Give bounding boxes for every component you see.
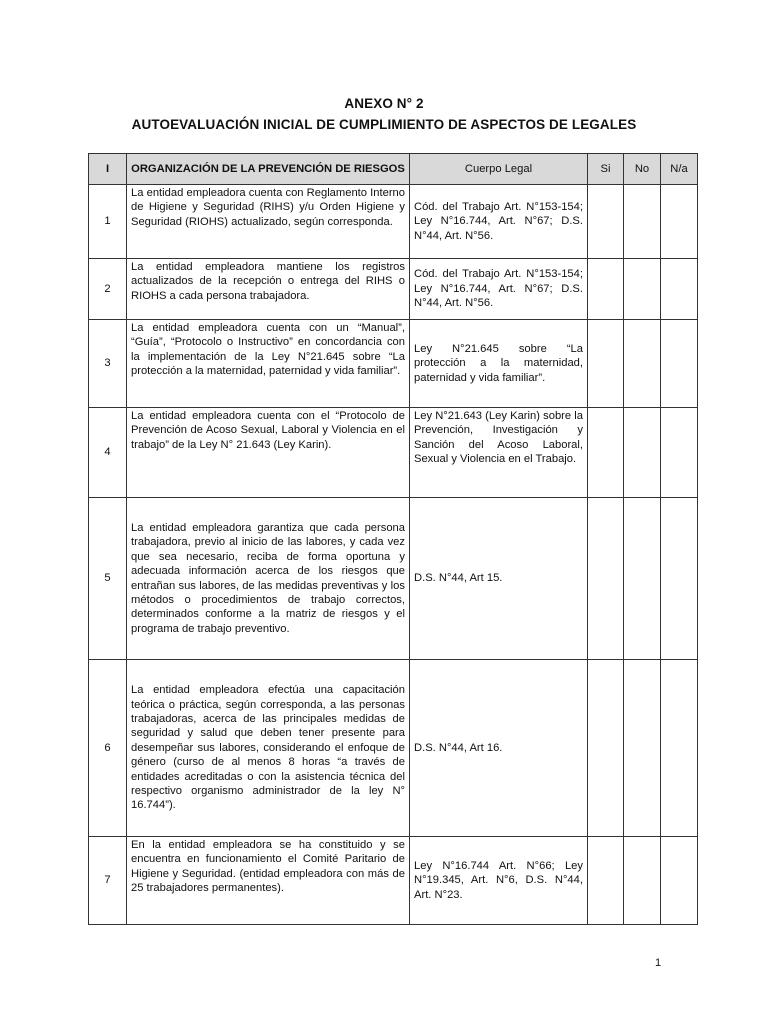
table-row: [89, 185, 698, 259]
row-legal-basis: Ley N°16.744 Art. N°66; Ley N°19.345, Art. N°6, D.S. N°44, Art. N°23.: [410, 837, 588, 925]
checkbox-na[interactable]: [661, 408, 698, 498]
checkbox-yes[interactable]: [588, 320, 624, 408]
checkbox-na[interactable]: [661, 259, 698, 320]
column-header-yes: Si: [588, 154, 624, 185]
table-row: [89, 837, 698, 925]
checkbox-yes[interactable]: [588, 498, 624, 660]
row-legal-basis: Cód. del Trabajo Art. N°153-154; Ley N°16.744, Art. N°67; D.S. N°44, Art. N°56.: [410, 259, 588, 320]
row-legal-basis: Ley N°21.643 (Ley Karin) sobre la Prevención, Investigación y Sanción del Acoso Laboral, Sexual y Violencia en el Trabajo.: [410, 408, 588, 498]
checkbox-no[interactable]: [624, 185, 661, 259]
row-requirement: La entidad empleadora garantiza que cada persona trabajadora, previo al inicio de las labores, y cada vez que sea necesario, reciba de forma oportuna y adecuada información acerca de los riesgos que entrañan sus labores, de las medidas preventivas y los métodos o procedimientos de trabajo correctos, determinados conforme a la matriz de riesgos y el programa de trabajo preventivo.: [127, 498, 410, 660]
checkbox-no[interactable]: [624, 408, 661, 498]
checkbox-yes[interactable]: [588, 259, 624, 320]
table-row: [89, 498, 698, 660]
row-requirement: La entidad empleadora cuenta con el “Protocolo de Prevención de Acoso Sexual, Laboral y Violencia en el trabajo” de la Ley N° 21.643 (Ley Karin).: [127, 408, 410, 498]
row-legal-basis: Cód. del Trabajo Art. N°153-154; Ley N°16.744, Art. N°67; D.S. N°44, Art. N°56.: [410, 185, 588, 259]
checkbox-no[interactable]: [624, 320, 661, 408]
row-requirement: La entidad empleadora mantiene los registros actualizados de la recepción o entrega del RIHS o RIOHS a cada persona trabajadora.: [127, 259, 410, 320]
table-header-row: [89, 154, 698, 185]
row-legal-basis: Ley N°21.645 sobre “La protección a la maternidad, paternidad y vida familiar”.: [410, 320, 588, 408]
checkbox-no[interactable]: [624, 259, 661, 320]
checkbox-na[interactable]: [661, 498, 698, 660]
row-number: 6: [89, 660, 127, 837]
row-number: 5: [89, 498, 127, 660]
table-row: [89, 320, 698, 408]
checkbox-na[interactable]: [661, 185, 698, 259]
checkbox-yes[interactable]: [588, 660, 624, 837]
legal-compliance-table: [88, 153, 698, 925]
row-requirement: La entidad empleadora efectúa una capacitación teórica o práctica, según corresponda, a las personas trabajadoras, acerca de las principales medidas de seguridad y salud que deben tener presente para desempeñar sus labores, considerando el enfoque de género (curso de al menos 8 horas “a través de entidades acreditadas o con la asistencia técnica del respectivo organismo administrador de la ley N° 16.744”).: [127, 660, 410, 837]
annex-title: ANEXO N° 2: [344, 96, 424, 111]
checkbox-yes[interactable]: [588, 837, 624, 925]
row-number: 2: [89, 259, 127, 320]
checkbox-yes[interactable]: [588, 408, 624, 498]
row-number: 7: [89, 837, 127, 925]
document-title: AUTOEVALUACIÓN INICIAL DE CUMPLIMIENTO DE ASPECTOS DE LEGALES: [131, 117, 637, 132]
row-number: 1: [89, 185, 127, 259]
page-number: 1: [654, 957, 662, 969]
column-header-legal: Cuerpo Legal: [410, 154, 588, 185]
column-header-index: I: [89, 154, 127, 185]
row-requirement: La entidad empleadora cuenta con un “Manual”, “Guía”, “Protocolo o Instructivo” en concordancia con la implementación de la Ley N°21.645 sobre “La protección a la maternidad, paternidad y vida familiar”.: [127, 320, 410, 408]
row-number: 4: [89, 408, 127, 498]
checkbox-no[interactable]: [624, 837, 661, 925]
table-row: [89, 660, 698, 837]
checkbox-na[interactable]: [661, 660, 698, 837]
table-row: [89, 259, 698, 320]
row-requirement: En la entidad empleadora se ha constituido y se encuentra en funcionamiento el Comité Paritario de Higiene y Seguridad. (entidad empleadora con más de 25 trabajadores permanentes).: [127, 837, 410, 925]
checkbox-no[interactable]: [624, 498, 661, 660]
checkbox-no[interactable]: [624, 660, 661, 837]
checkbox-yes[interactable]: [588, 185, 624, 259]
checkbox-na[interactable]: [661, 837, 698, 925]
column-header-no: No: [624, 154, 661, 185]
table-row: [89, 408, 698, 498]
row-legal-basis: D.S. N°44, Art 16.: [410, 660, 588, 837]
row-requirement: La entidad empleadora cuenta con Reglamento Interno de Higiene y Seguridad (RIHS) y/u Orden Higiene y Seguridad (RIOHS) actualizado, según corresponda.: [127, 185, 410, 259]
column-header-na: N/a: [661, 154, 698, 185]
row-legal-basis: D.S. N°44, Art 15.: [410, 498, 588, 660]
row-number: 3: [89, 320, 127, 408]
checkbox-na[interactable]: [661, 320, 698, 408]
column-header-organization: ORGANIZACIÓN DE LA PREVENCIÓN DE RIESGOS: [127, 154, 410, 185]
